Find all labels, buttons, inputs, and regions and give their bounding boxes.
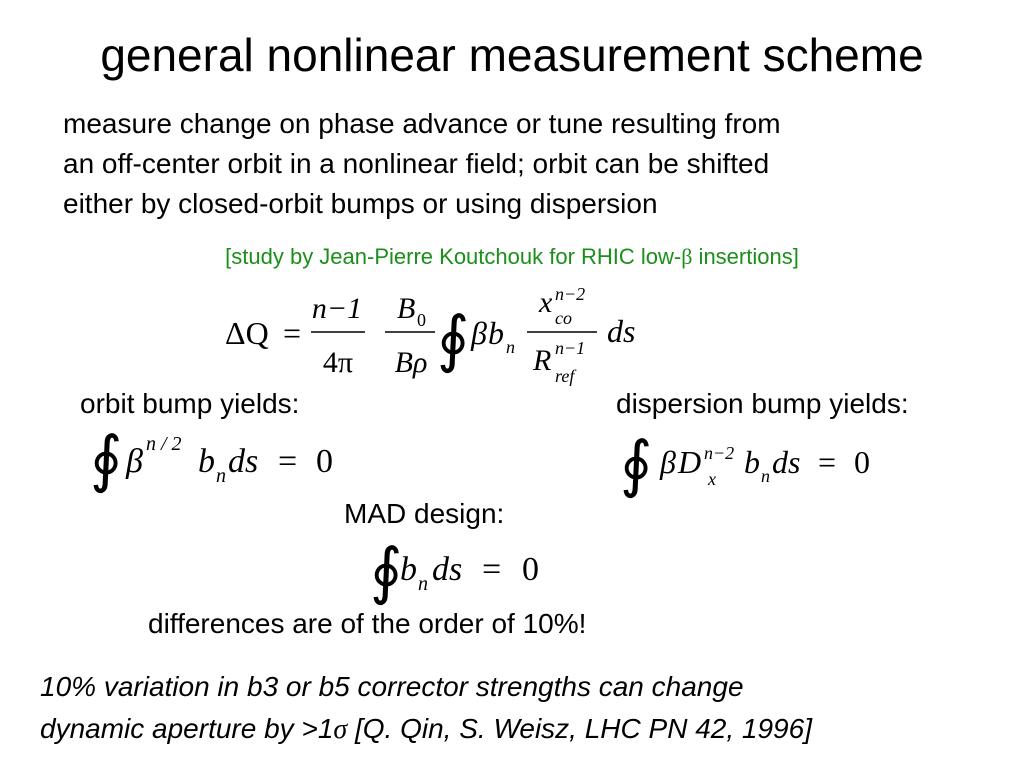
b-coefficient: b	[744, 444, 760, 480]
ds: ds	[607, 313, 636, 349]
dispersion-sub: x	[708, 469, 716, 489]
intro-paragraph	[63, 104, 963, 224]
delta-q: ΔQ	[225, 315, 269, 351]
ds: ds	[432, 551, 463, 588]
equals-sign: =	[818, 444, 837, 480]
footnote-prefix: dynamic aperture by >1	[40, 713, 334, 744]
b-subscript: n	[761, 466, 770, 486]
study-note-beta: β	[681, 244, 693, 269]
zero-value: 0	[316, 443, 333, 480]
dispersion-symbol: D	[678, 444, 702, 480]
ds: ds	[772, 444, 801, 480]
conclusion-text: differences are of the order of 10%!	[148, 608, 587, 639]
b-subscript: n	[216, 465, 226, 487]
tune-shift-formula	[225, 282, 665, 392]
dispersion-sup: n−2	[704, 443, 735, 463]
study-note-prefix: [study by Jean-Pierre Koutchouk for RHIC low-	[225, 244, 682, 269]
x-orbit-sup: n−2	[555, 284, 586, 304]
frac1-numerator: n−1	[311, 292, 363, 325]
dispersion-bump-formula	[620, 425, 890, 505]
frac1-denominator: 4π	[322, 346, 354, 379]
r-reference: R	[533, 344, 552, 377]
study-note-suffix: insertions]	[692, 244, 799, 269]
footnote-line: 10% variation in b3 or b5 corrector strengths can change	[40, 671, 744, 702]
zero-value: 0	[522, 551, 539, 588]
intro-line: an off-center orbit in a nonlinear field; orbit can be shifted	[63, 148, 770, 179]
orbit-bump-formula	[90, 420, 360, 500]
sigma-symbol: σ	[333, 714, 348, 745]
study-note	[0, 244, 1024, 270]
orbit-bump-label: orbit bump yields:	[80, 388, 300, 419]
footnote-line	[40, 708, 1010, 751]
equals-sign: =	[278, 443, 298, 480]
b-coefficient: b	[488, 315, 504, 351]
beta-exponent: n / 2	[146, 433, 182, 455]
zero-value: 0	[854, 444, 870, 480]
b-coefficient: b	[400, 551, 417, 588]
slide-title: general nonlinear measurement scheme	[100, 29, 924, 81]
b-subscript: n	[418, 573, 428, 595]
equals-sign: =	[283, 315, 302, 351]
mad-design-label: MAD design:	[344, 498, 505, 529]
dispersion-bump-label: dispersion bump yields:	[616, 388, 909, 419]
contour-integral-sign: ∮	[620, 431, 653, 499]
x-orbit: x	[539, 286, 553, 319]
ds: ds	[228, 443, 259, 480]
beta-symbol: β	[126, 443, 143, 480]
frac2-denominator: Bρ	[394, 346, 428, 379]
contour-integral-sign: ∮	[90, 426, 123, 494]
b-subscript: n	[506, 337, 515, 357]
frac2-numerator-sub: 0	[417, 310, 426, 330]
r-reference-sup: n−1	[555, 338, 586, 358]
mad-design-formula	[370, 530, 570, 610]
intro-line: measure change on phase advance or tune resulting from	[63, 108, 781, 139]
intro-line: either by closed-orbit bumps or using dispersion	[63, 188, 658, 219]
equals-sign: =	[482, 551, 502, 588]
x-orbit-sub: co	[555, 308, 572, 328]
contour-integral-sign: ∮	[370, 538, 403, 606]
footnote	[40, 666, 1010, 751]
beta-symbol: β	[660, 444, 676, 480]
beta-symbol: β	[471, 315, 487, 351]
footnote-citation: [Q. Qin, S. Weisz, LHC PN 42, 1996]	[347, 713, 812, 744]
frac2-numerator: B	[397, 292, 416, 325]
b-coefficient: b	[198, 443, 215, 480]
r-reference-sub: ref	[555, 366, 575, 386]
contour-integral-sign: ∮	[437, 306, 470, 374]
